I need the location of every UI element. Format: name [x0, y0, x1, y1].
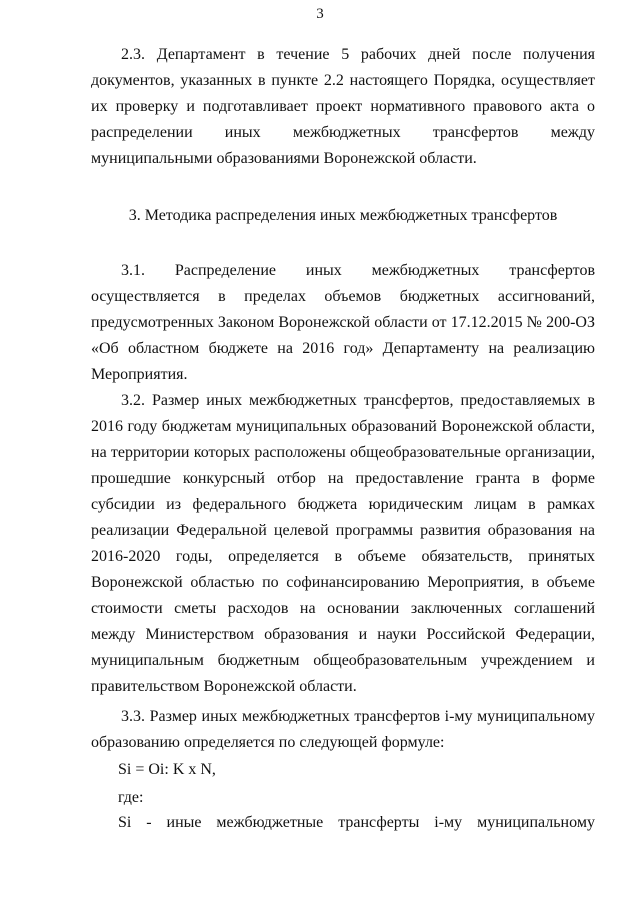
definition-line — [118, 810, 595, 836]
definition-word: Si — [118, 814, 132, 831]
where-label: где: — [118, 789, 144, 806]
paragraph-3-2: 3.2. Размер иных межбюджетных трансфертов, предоставляемых в 2016 году бюджетам муниципальных образований Воронежской области, на территории которых расположены общеобразовательные организации, прошедшие конкурсный отбор на предоставление гранта в форме субсидии из федерального бюджета юридическим лицам в рамках реализации Федеральной целевой программы развития образования на 2016-2020 годы, определяется в объеме обязательств, принятых Воронежской областью по софинансированию Мероприятия, в объеме стоимости сметы расходов на основании заключенных соглашений между Министерством образования и науки Российской Федерации, муниципальным бюджетным общеобразовательным учреждением и правительством Воронежской области. — [91, 392, 595, 695]
definition-word: i-му — [434, 814, 463, 831]
paragraph-3-1: 3.1. Распределение иных межбюджетных трансфертов осуществляется в пределах объемов бюджетных ассигнований, предусмотренных Законом Воронежской области от 17.12.2015 № 200-ОЗ «Об областном бюджете на 2016 год» Департаменту на реализацию Мероприятия. — [91, 262, 595, 383]
definition-word: - — [146, 814, 152, 831]
section-3-body — [91, 258, 595, 756]
paragraph-3-3: 3.3. Размер иных межбюджетных трансфертов i-му муниципальному образованию определяется по следующей формуле: — [91, 708, 595, 751]
definition-word: трансферты — [338, 814, 420, 831]
formula: Si = Oi: K x N, — [118, 761, 216, 778]
paragraph-2-3-block — [91, 42, 595, 172]
definition-word: муниципальному — [477, 814, 595, 831]
definition-word: межбюджетные — [216, 814, 324, 831]
paragraph-2-3: 2.3. Департамент в течение 5 рабочих дней после получения документов, указанных в пункте 2.2 настоящего Порядка, осуществляет их проверку и подготавливает проект нормативного правового акта о распределении иных межбюджетных трансфертов между муниципальными образованиями Воронежской области. — [91, 46, 595, 167]
page-number: 3 — [316, 6, 324, 22]
section-3-heading: 3. Методика распределения иных межбюджетных трансфертов — [128, 207, 558, 224]
definition-word: иные — [166, 814, 202, 831]
